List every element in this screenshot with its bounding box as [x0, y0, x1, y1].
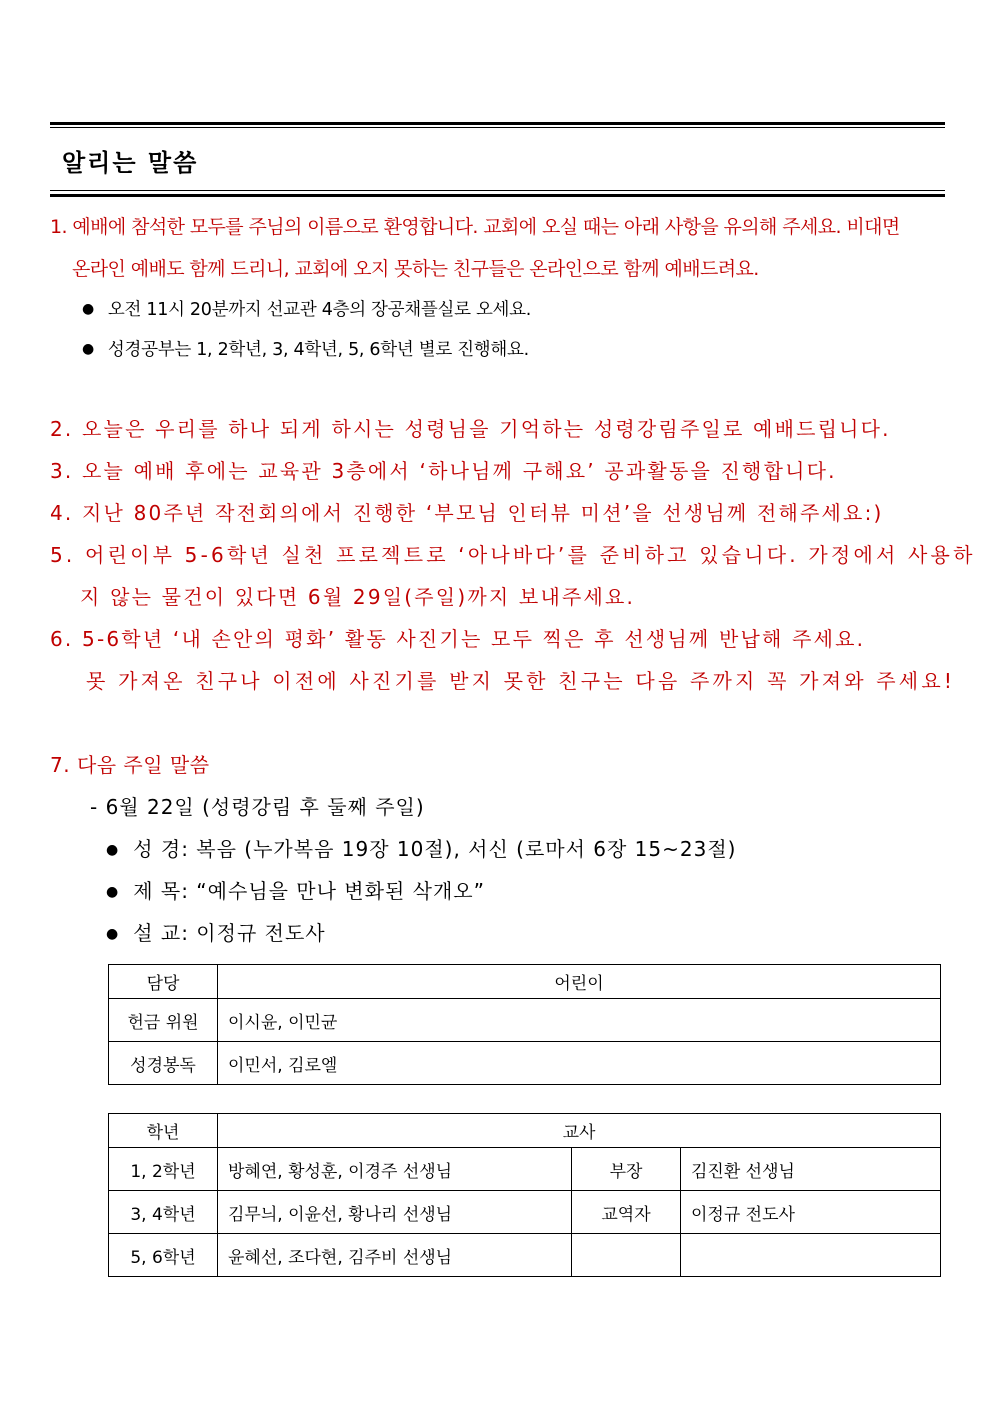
- table-row: [109, 1042, 941, 1085]
- grade-cell: 3, 4학년: [109, 1191, 218, 1234]
- teacher-header-teachers: 교사: [218, 1114, 941, 1148]
- teachers-cell: 방혜연, 황성훈, 이경주 선생님: [218, 1148, 572, 1191]
- teachers-cell: 김무늬, 이윤선, 황나리 선생님: [218, 1191, 572, 1234]
- notice-4: 4. 지난 80주년 작전회의에서 진행한 ‘부모님 인터뷰 미션’을 선생님께 전해주세요:): [50, 501, 884, 525]
- notice-1-bullet-1: ● 오전 11시 20분까지 선교관 4층의 장공채플실로 오세요.: [82, 296, 531, 321]
- person-cell: 이정규 전도사: [681, 1191, 941, 1234]
- preacher-line: ● 설 교: 이정규 전도사: [106, 917, 326, 946]
- table-row: [109, 999, 941, 1042]
- grade-cell: 1, 2학년: [109, 1148, 218, 1191]
- duty-table: [108, 964, 941, 1085]
- duty-names: 이시윤, 이민균: [218, 999, 941, 1042]
- duty-header-role: 담당: [109, 965, 218, 999]
- duty-role: 성경봉독: [109, 1042, 218, 1085]
- duty-role: 헌금 위원: [109, 999, 218, 1042]
- notice-1-line-1: 1. 예배에 참석한 모두를 주님의 이름으로 환영합니다. 교회에 오실 때는 아래 사항을 유의해 주세요. 비대면: [50, 216, 900, 238]
- notice-7-title: 7. 다음 주일 말씀: [50, 753, 210, 777]
- person-cell: 김진환 선생님: [681, 1148, 941, 1191]
- notice-1-bullet-2: ● 성경공부는 1, 2학년, 3, 4학년, 5, 6학년 별로 진행해요.: [82, 336, 529, 361]
- notice-2: 2. 오늘은 우리를 하나 되게 하시는 성령님을 기억하는 성령강림주일로 예배드립니다.: [50, 417, 891, 441]
- notice-1-line-2: 온라인 예배도 함께 드리니, 교회에 오지 못하는 친구들은 온라인으로 함께 예배드려요.: [72, 258, 759, 280]
- person-cell: [681, 1234, 941, 1277]
- notice-6-line-1: 6. 5-6학년 ‘내 손안의 평화’ 활동 사진기는 모두 찍은 후 선생님께 반납해 주세요.: [50, 627, 866, 651]
- next-sunday-date: - 6월 22일 (성령강림 후 둘째 주일): [90, 795, 425, 819]
- table-row: [109, 1148, 941, 1191]
- teacher-table-header: [109, 1114, 941, 1148]
- duty-table-header: [109, 965, 941, 999]
- header-rule-bottom-thick: [50, 194, 945, 197]
- teacher-header-grade: 학년: [109, 1114, 218, 1148]
- header-rule-top-thick: [50, 122, 945, 125]
- header-rule-bottom-thin: [50, 190, 945, 191]
- teacher-table: [108, 1113, 941, 1277]
- teachers-cell: 윤혜선, 조다현, 김주비 선생님: [218, 1234, 572, 1277]
- grade-cell: 5, 6학년: [109, 1234, 218, 1277]
- sermon-title-line: ● 제 목: “예수님을 만나 변화된 삭개오”: [106, 875, 485, 904]
- role-cell: 부장: [572, 1148, 681, 1191]
- role-cell: [572, 1234, 681, 1277]
- header-rule-top-thin: [50, 127, 945, 128]
- duty-header-children: 어린이: [218, 965, 941, 999]
- notice-3: 3. 오늘 예배 후에는 교육관 3층에서 ‘하나님께 구해요’ 공과활동을 진행합니다.: [50, 459, 837, 483]
- role-cell: 교역자: [572, 1191, 681, 1234]
- duty-names: 이민서, 김로엘: [218, 1042, 941, 1085]
- notice-5-line-1: 5. 어린이부 5-6학년 실천 프로젝트로 ‘아나바다’를 준비하고 있습니다. 가정에서 사용하: [50, 543, 976, 567]
- notice-5-line-2: 지 않는 물건이 있다면 6월 29일(주일)까지 보내주세요.: [80, 585, 636, 609]
- page-title: 알리는 말씀: [62, 149, 199, 177]
- table-row: [109, 1191, 941, 1234]
- scripture-line: ● 성 경: 복음 (누가복음 19장 10절), 서신 (로마서 6장 15~23절): [106, 833, 736, 862]
- notice-6-line-2: 못 가져온 친구나 이전에 사진기를 받지 못한 친구는 다음 주까지 꼭 가져와 주세요!: [86, 669, 956, 693]
- table-row: [109, 1234, 941, 1277]
